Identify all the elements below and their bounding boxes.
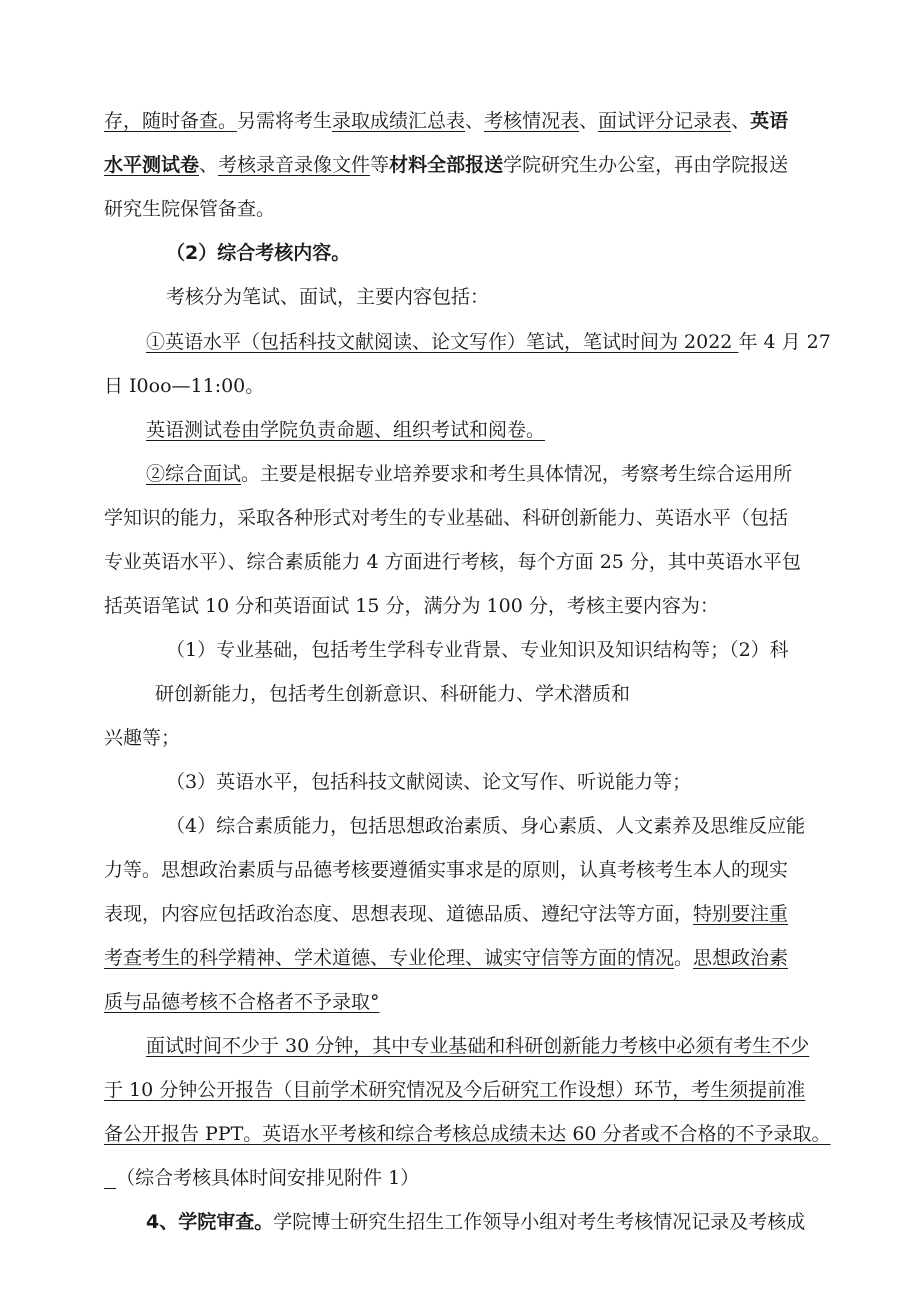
text-underlined: 考核录音录像文件: [218, 154, 371, 176]
para-line: [146, 1209, 805, 1235]
text-underlined: ②综合面试: [146, 463, 242, 485]
para-line: 于 10 分钟公开报告（目前学术研究情况及今后研究工作设想）环节，考生须提前准: [104, 1079, 806, 1101]
para-line: 备公开报告 PPT。英语水平考核和综合考核总成绩未达 60 分者或不合格的不予录取。: [104, 1123, 831, 1145]
para-line: [104, 108, 826, 134]
para-line: [104, 945, 788, 971]
para-line: 括英语笔试 10 分和英语面试 15 分，满分为 100 分，考核主要内容为：: [104, 595, 719, 617]
text: 年 4 月 27: [738, 331, 831, 353]
text: 等: [370, 154, 390, 176]
para-line: 考核分为笔试、面试，主要内容包括：: [166, 286, 490, 308]
list-item: 兴趣等；: [104, 727, 181, 749]
para-line: [104, 901, 788, 927]
para-line: 学知识的能力，采取各种形式对考生的专业基础、科研创新能力、英语水平（包括: [104, 507, 789, 529]
text-underlined: 录取成绩汇总表: [332, 110, 466, 132]
section-heading: 4、学院审查。: [146, 1211, 274, 1233]
para-line: [146, 461, 792, 487]
text-underlined: ①英语水平（包括科技文献阅读、论文写作）笔试，笔试时间为 2022: [146, 331, 739, 353]
para-line: [104, 1165, 419, 1191]
text: 、: [731, 110, 751, 132]
text-bold: 英语: [750, 110, 789, 132]
list-item: （1）专业基础，包括考生学科专业背景、专业知识及知识结构等；（2）科: [166, 639, 789, 661]
text: 、: [579, 110, 599, 132]
text: 、: [465, 110, 485, 132]
text-underlined: [104, 1167, 116, 1189]
text-underlined: 考查考生的科学精神、学术道德、专业伦理、诚实守信等方面的情况: [104, 947, 675, 969]
para-line: 力等。思想政治素质与品德考核要遵循实事求是的原则，认真考核考生本人的现实: [104, 859, 789, 881]
list-item: 研创新能力，包括考生创新意识、科研能力、学术潜质和: [155, 683, 631, 705]
text: 另需将考生: [237, 110, 333, 132]
text: 。: [674, 947, 694, 969]
para-line: 面试时间不少于 30 分钟，其中专业基础和科研创新能力考核中必须有考生不少: [146, 1035, 810, 1057]
para-line: [146, 329, 831, 355]
para-line: 研究生院保管备查。: [104, 198, 276, 220]
text: 、: [199, 154, 219, 176]
text-underlined: 面试评分记录表: [598, 110, 732, 132]
text-underlined: 思想政治素: [693, 947, 789, 969]
text: 表现，内容应包括政治态度、思想表现、道德品质、遵纪守法等方面，: [104, 903, 694, 925]
text-bold-underlined: 水平测试卷: [104, 154, 200, 176]
text: 学院研究生办公室，再由学院报送: [503, 154, 789, 176]
text: 学院博士研究生招生工作领导小组对考生考核情况记录及考核成: [273, 1211, 806, 1233]
text: 。主要是根据专业培养要求和考生具体情况，考察考生综合运用所: [241, 463, 793, 485]
para-line: 专业英语水平）、综合素质能力 4 方面进行考核，每个方面 25 分，其中英语水平包: [104, 551, 801, 573]
section-heading: （2）综合考核内容。: [166, 242, 351, 264]
list-item: （4）综合素质能力，包括思想政治素质、身心素质、人文素养及思维反应能: [166, 815, 806, 837]
text-bold: 材料全部报送: [389, 154, 504, 176]
para-line: 日 I0oo—11:00。: [104, 375, 265, 397]
text-underlined: 特别要注重: [693, 903, 789, 925]
text: （综合考核具体时间安排见附件 1）: [116, 1167, 420, 1189]
text-underlined: 存，随时备查。: [104, 110, 238, 132]
list-item: （3）英语水平，包括科技文献阅读、论文写作、听说能力等；: [166, 771, 692, 793]
para-line: 质与品德考核不合格者不予录取°: [104, 991, 380, 1013]
para-line: [104, 152, 788, 178]
text-underlined: 考核情况表: [484, 110, 580, 132]
para-line: 英语测试卷由学院负责命题、组织考试和阅卷。: [146, 419, 546, 441]
